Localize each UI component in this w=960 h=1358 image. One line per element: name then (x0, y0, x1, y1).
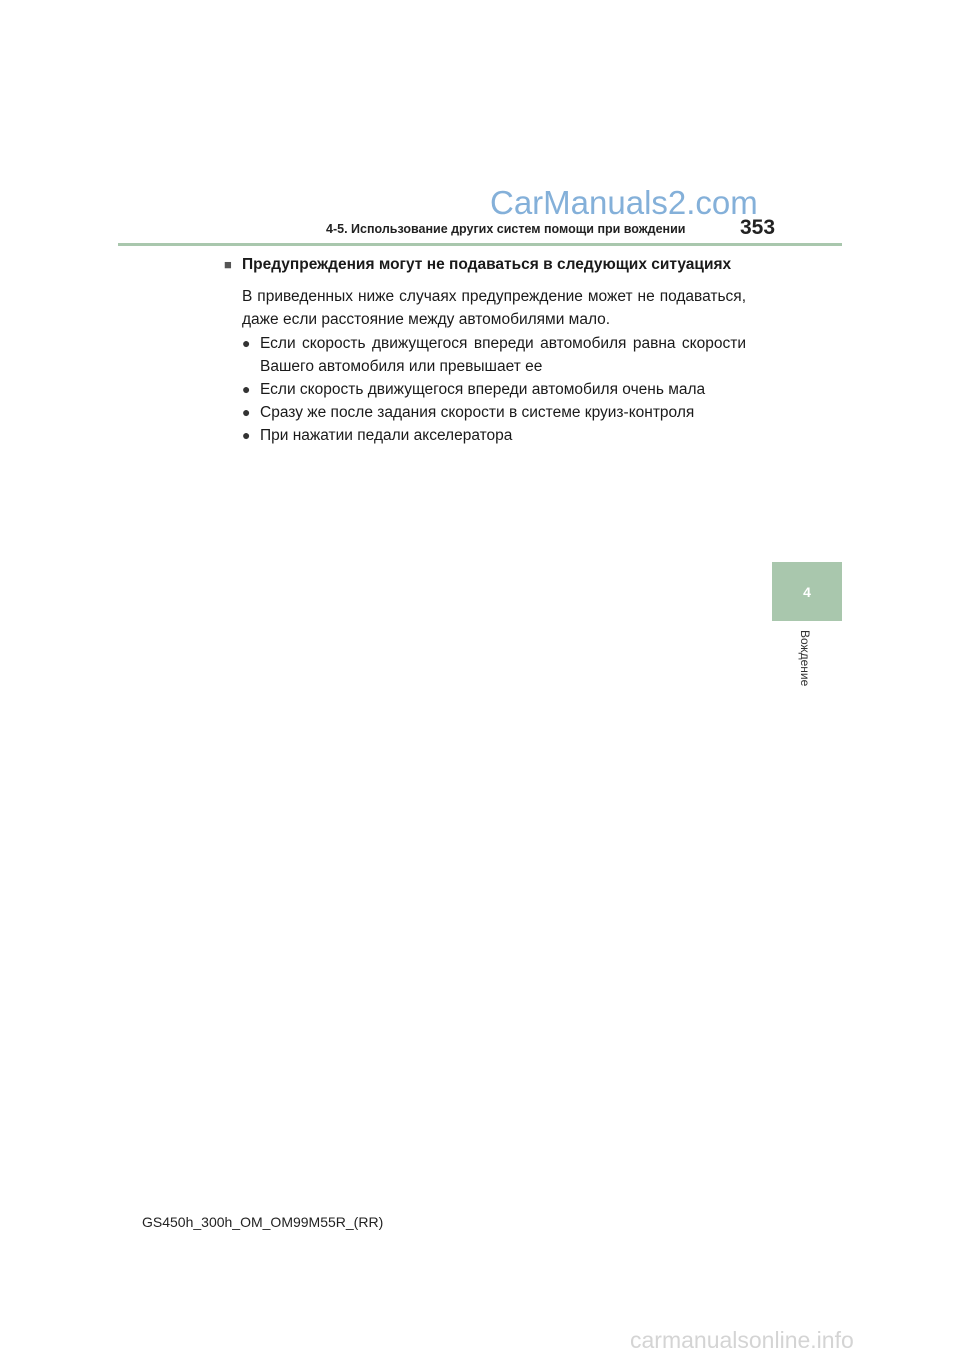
list-item-text: Если скорость движущегося впереди автомобиля очень мала (260, 381, 706, 398)
list-item (224, 401, 746, 424)
header-divider (118, 243, 842, 246)
list-item (224, 378, 746, 401)
list-item-text: При нажатии педали акселератора (260, 427, 513, 444)
list-item-text: Если скорость движущегося впереди автомобиля равна скорости Вашего автомобиля или превышает ее (260, 335, 746, 375)
carmanualsonline-watermark: carmanualsonline.info (630, 1327, 854, 1353)
page-number: 353 (740, 216, 776, 239)
round-bullet-icon: ● (242, 335, 251, 351)
carmanuals2-watermark: CarManuals2.com (490, 184, 758, 221)
list-item (224, 332, 746, 378)
list-item (224, 424, 746, 447)
section-heading (224, 254, 746, 276)
intro-paragraph: В приведенных ниже случаях предупреждение может не подаваться, даже если расстояние между автомобилями мало. (242, 288, 746, 328)
section-heading-text: Предупреждения могут не подаваться в следующих ситуациях (242, 256, 732, 273)
round-bullet-icon: ● (242, 427, 251, 443)
section-header-title: 4-5. Использование других систем помощи при вождении (326, 222, 686, 236)
square-bullet-icon: ■ (224, 257, 232, 272)
chapter-tab (772, 562, 842, 621)
chapter-label: Вождение (798, 630, 812, 687)
round-bullet-icon: ● (242, 404, 251, 420)
manual-code: GS450h_300h_OM_OM99M55R_(RR) (142, 1214, 384, 1230)
chapter-number: 4 (803, 583, 811, 600)
round-bullet-icon: ● (242, 381, 251, 397)
main-content (224, 254, 746, 447)
list-item-text: Сразу же после задания скорости в системе круиз-контроля (260, 404, 695, 421)
